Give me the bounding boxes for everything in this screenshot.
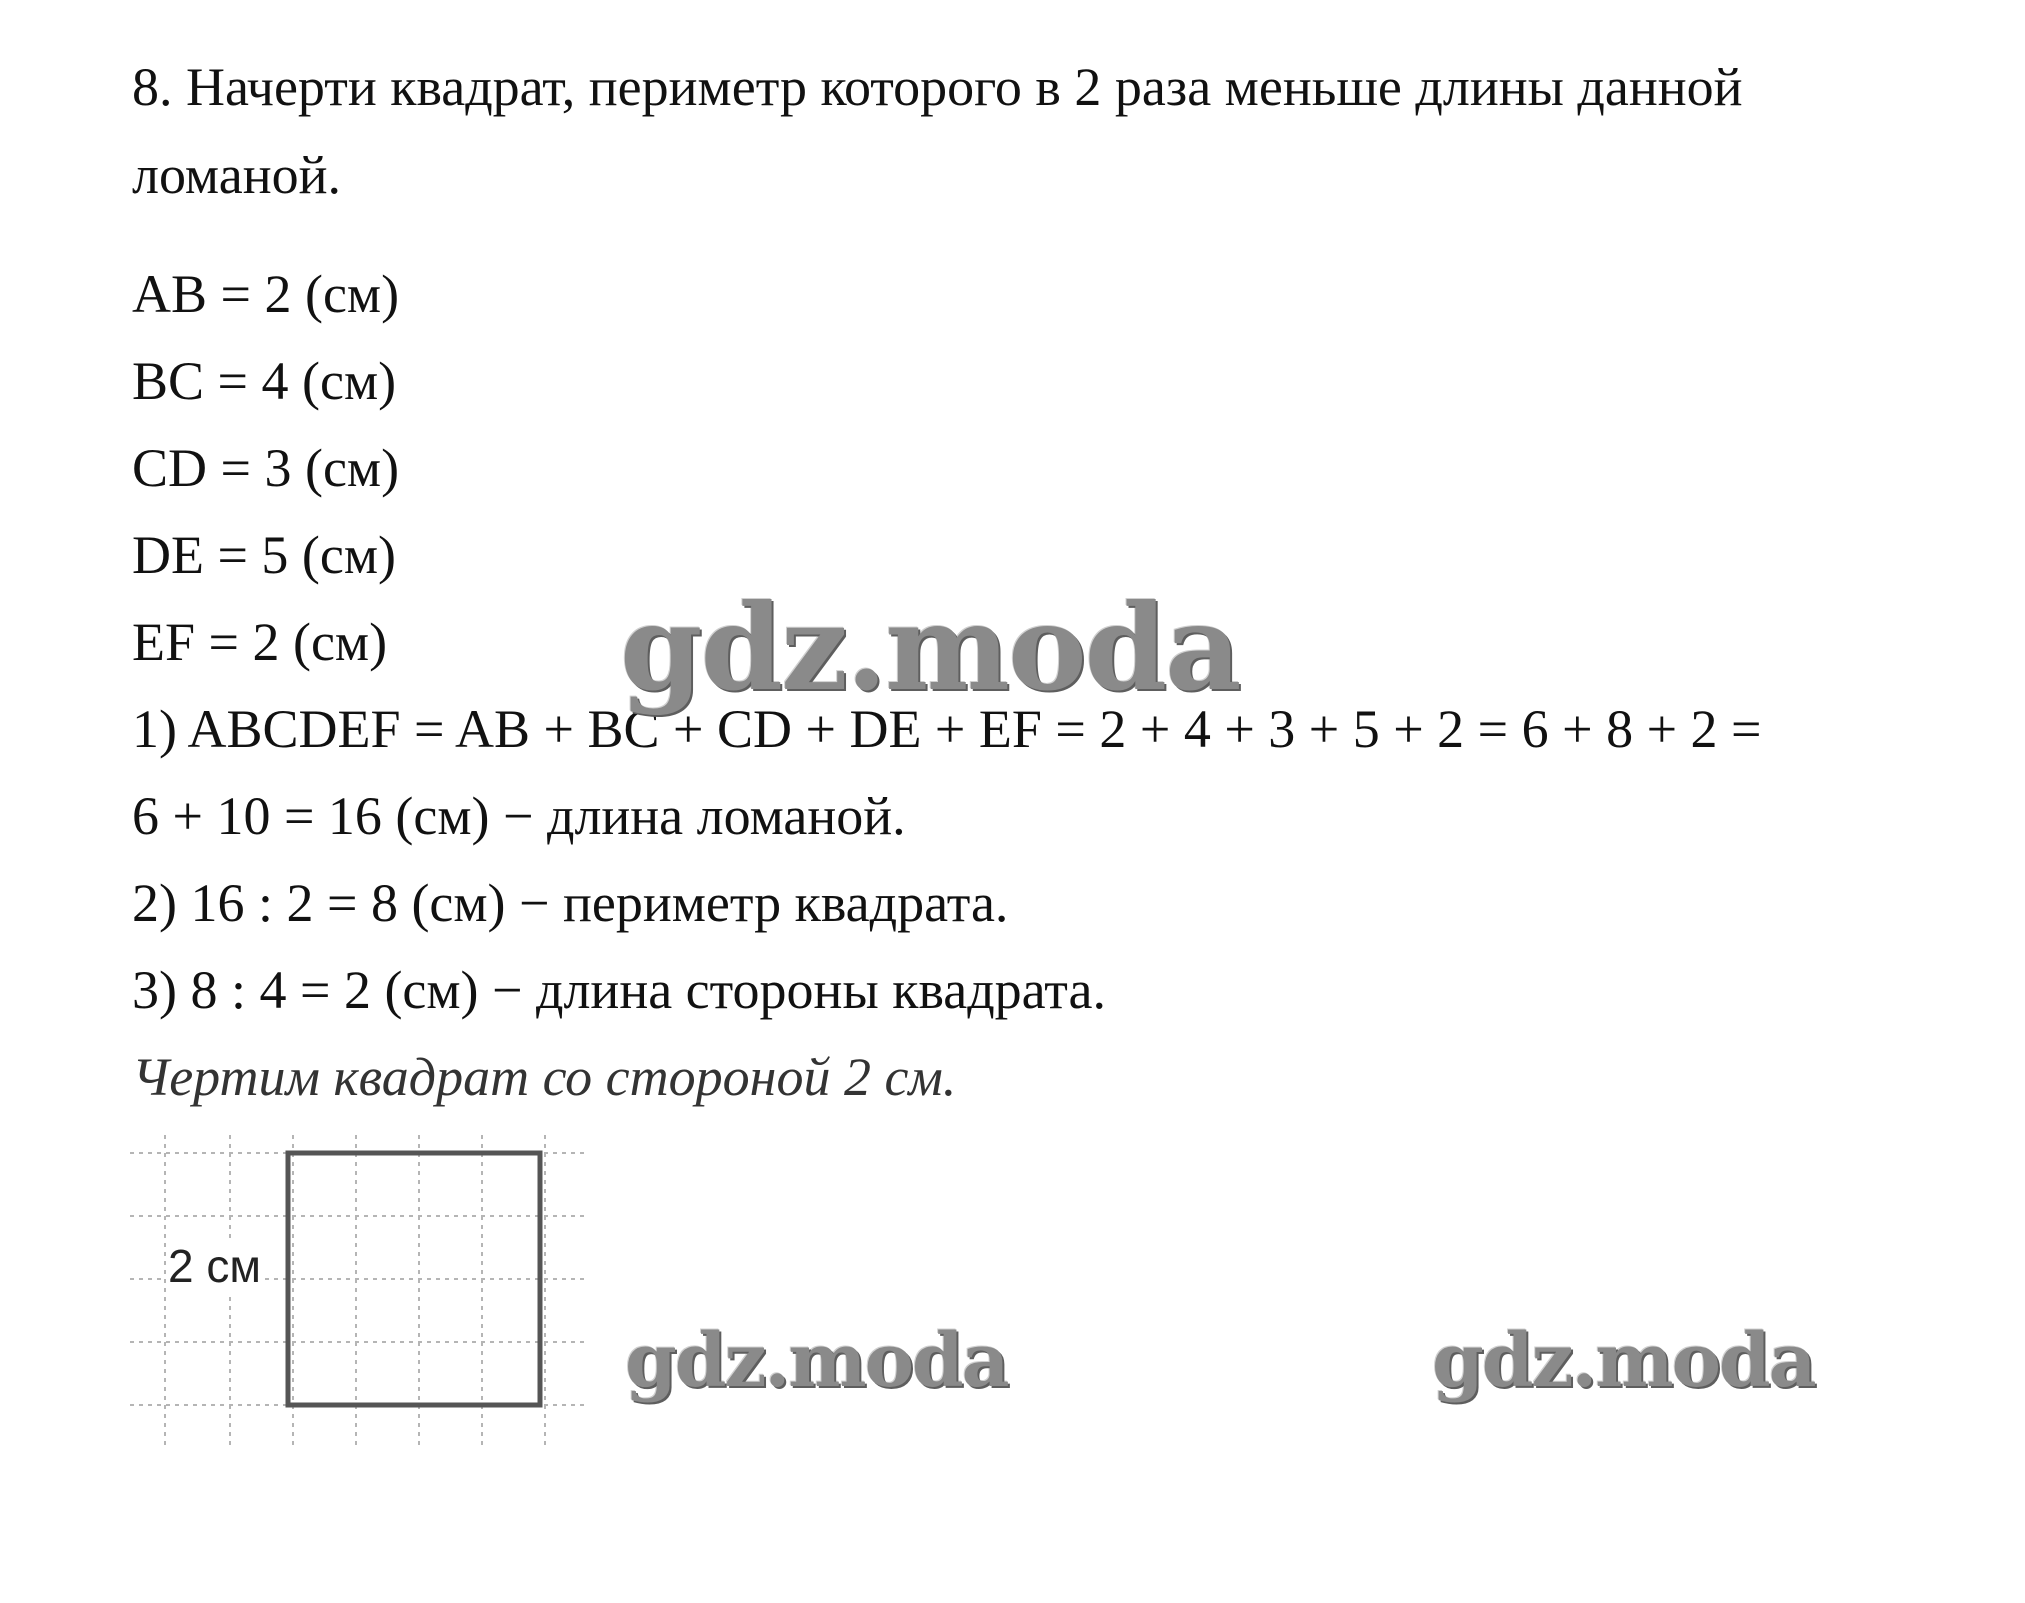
segment-cd: CD = 3 (см) <box>132 438 400 498</box>
step-2: 2) 16 : 2 = 8 (см) − периметр квадрата. <box>132 873 1009 933</box>
segment-de: DE = 5 (см) <box>132 525 397 585</box>
watermark-center: gdz.moda <box>620 578 1240 717</box>
segment-ef: EF = 2 (см) <box>132 612 388 672</box>
task-line-1: 8. Начерти квадрат, периметр которого в 2 раза меньше длины данной <box>132 57 1743 117</box>
segment-bc: BC = 4 (см) <box>132 351 397 411</box>
watermark-bottom-right: gdz.moda <box>1432 1318 1815 1404</box>
conclusion: Чертим квадрат со стороной 2 см. <box>132 1047 957 1107</box>
watermark-bottom-left: gdz.moda <box>625 1318 1008 1404</box>
step-3: 3) 8 : 4 = 2 (см) − длина стороны квадрата. <box>132 960 1106 1020</box>
step-1-line-1: 1) ABCDEF = AB + BC + CD + DE + EF = 2 + 4 + 3 + 5 + 2 = 6 + 8 + 2 = <box>132 699 1762 759</box>
square-grid-figure <box>130 1135 600 1450</box>
step-1-line-2: 6 + 10 = 16 (см) − длина ломаной. <box>132 786 906 846</box>
segment-ab: AB = 2 (см) <box>132 264 400 324</box>
square-side-label: 2 см <box>168 1240 261 1292</box>
task-line-2: ломаной. <box>132 145 341 205</box>
